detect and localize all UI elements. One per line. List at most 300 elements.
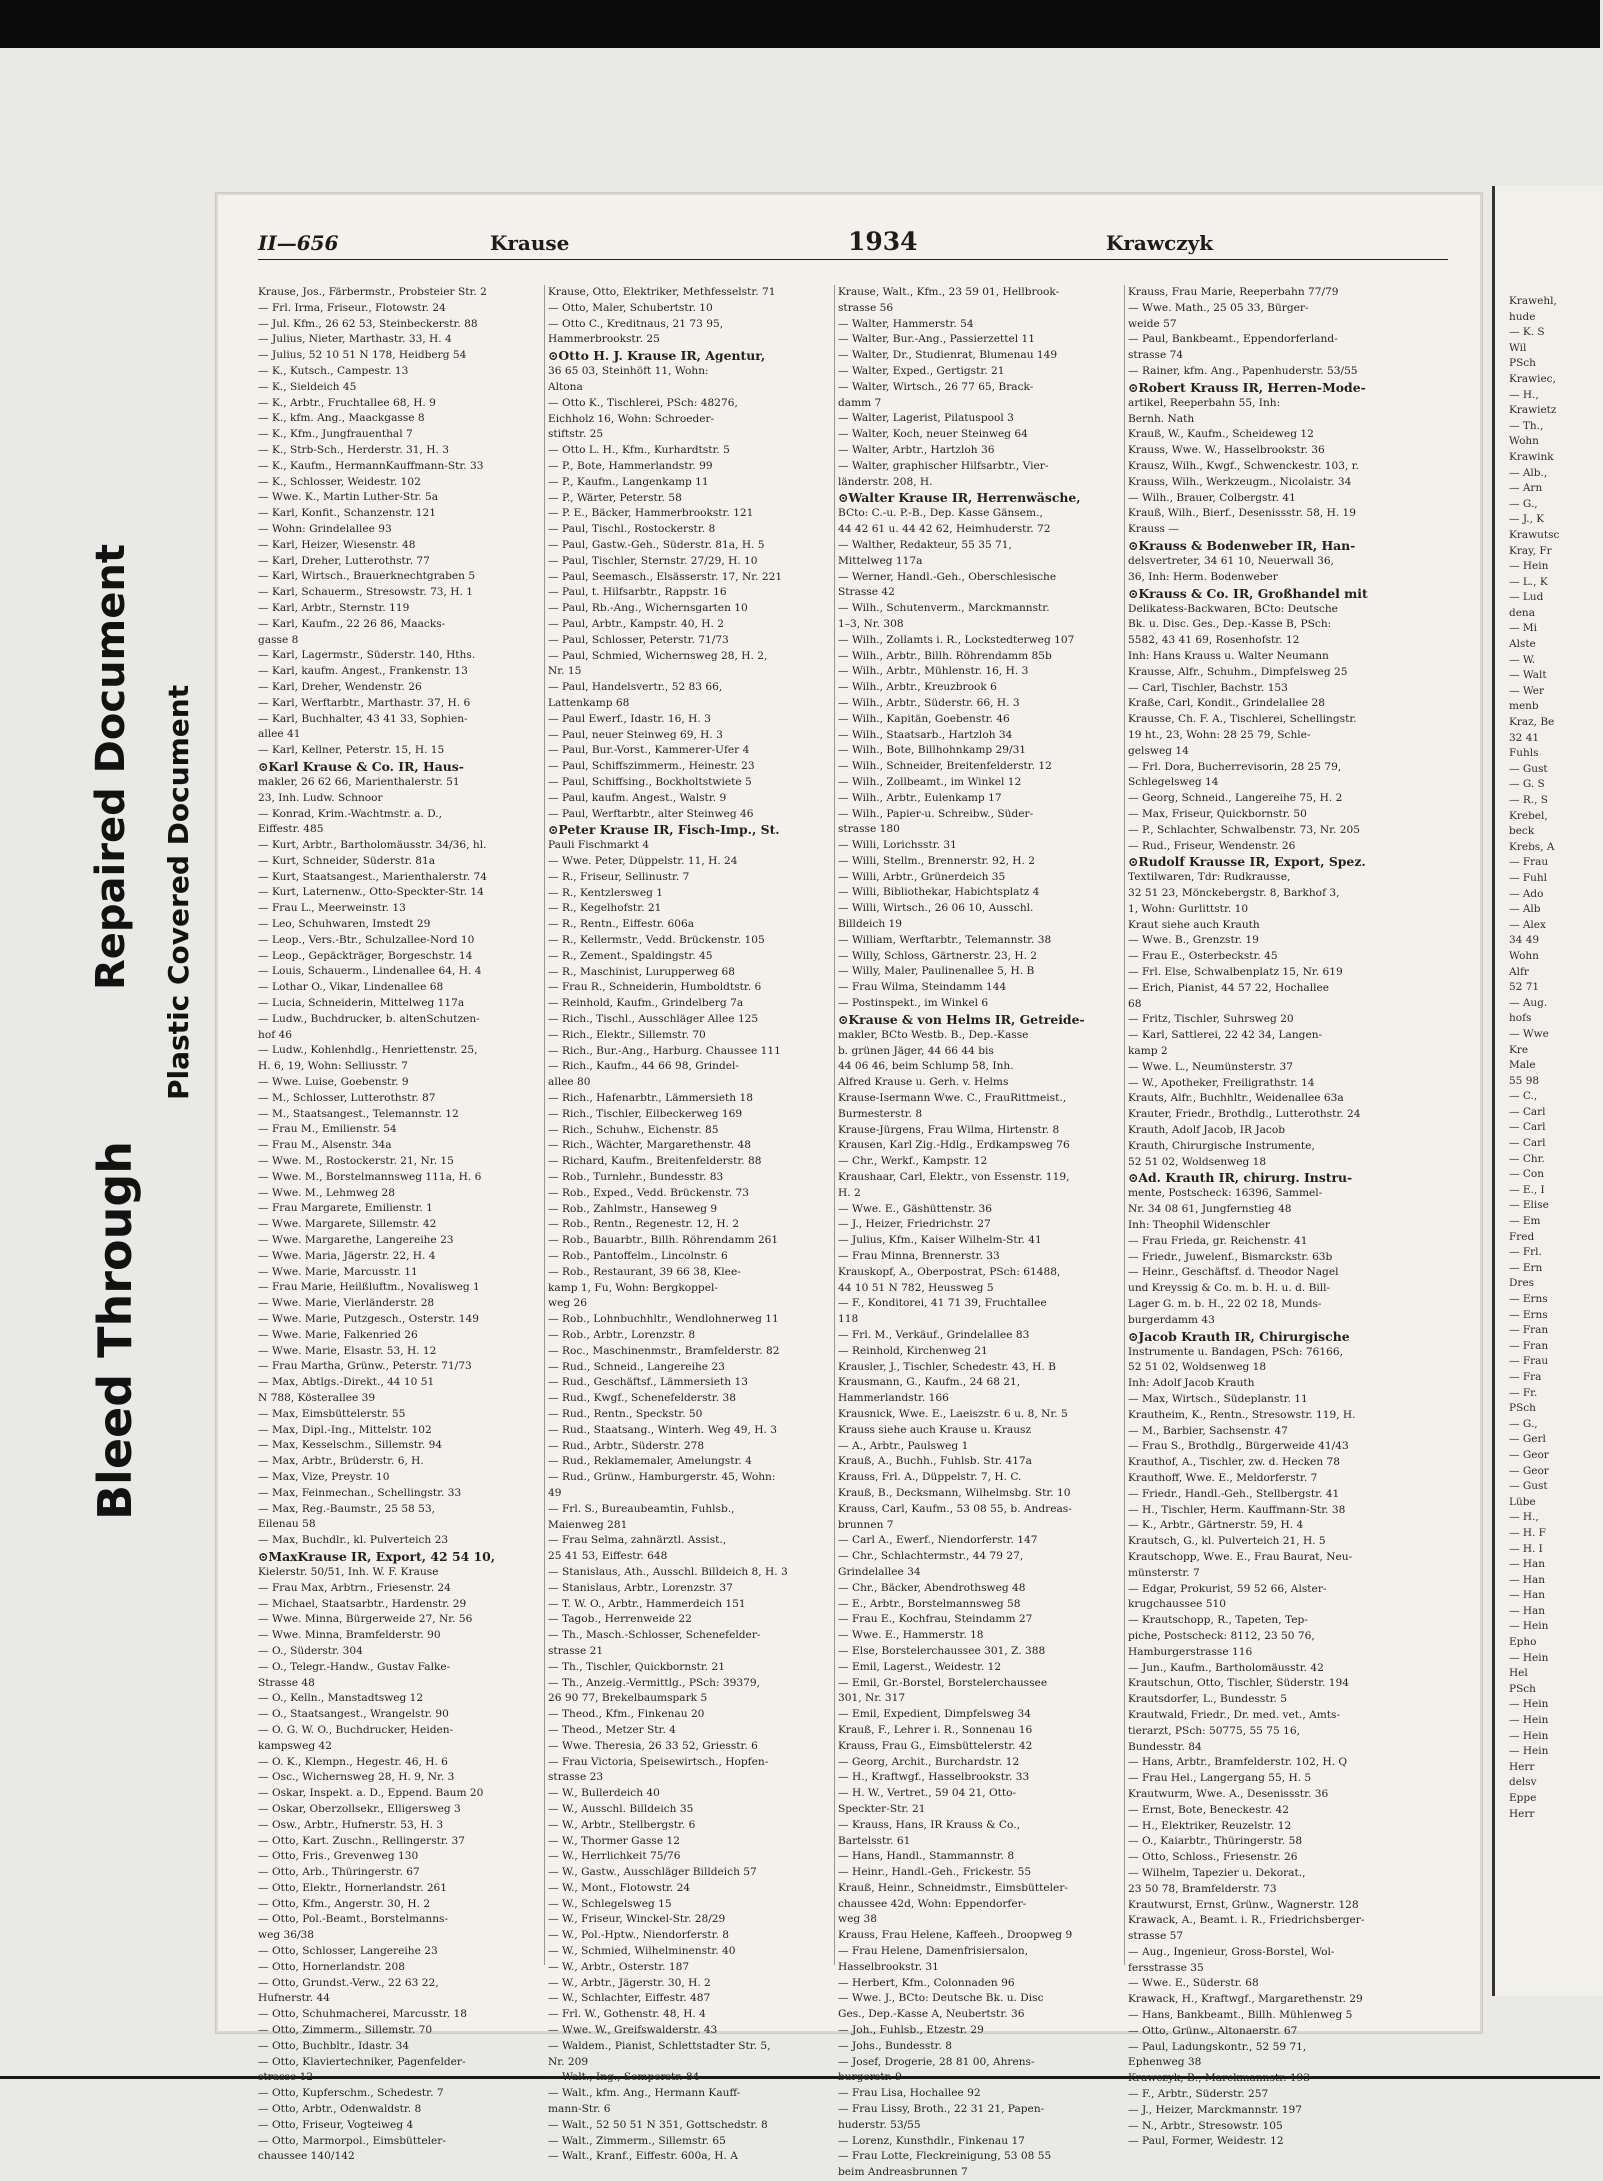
directory-entry: — Wilh., Arbtr., Eulenkamp 17 <box>838 791 1002 804</box>
directory-entry: strasse 57 <box>1128 1930 1184 1943</box>
directory-entry: — Kurt, Staatsangest., Marienthalerstr. 74 <box>258 870 487 883</box>
directory-entry: Krautsdorfer, L., Bundesstr. 5 <box>1128 1693 1287 1706</box>
directory-entry: — Frau Hel., Langergang 55, H. 5 <box>1128 1772 1312 1785</box>
directory-entry: Krauss, Wilh., Werkzeugm., Nicolaistr. 34 <box>1128 475 1352 488</box>
directory-entry: — Karl, Lagermstr., Süderstr. 140, Hths. <box>258 649 476 662</box>
directory-entry: artikel, Reeperbahn 55, Inh: <box>1128 396 1281 409</box>
directory-entry: — Walt., Kranf., Eiffestr. 600a, H. A <box>548 2150 738 2163</box>
directory-entry: — Leo, Schuhwaren, Imstedt 29 <box>258 918 431 931</box>
column-divider <box>834 285 835 1965</box>
adjacent-page-line: — Fuhl <box>1509 871 1548 884</box>
directory-entry: — W., Ausschl. Billdeich 35 <box>548 1802 694 1815</box>
adjacent-page-line: — Gerl <box>1509 1433 1546 1446</box>
directory-entry: 44 10 51 N 782, Heussweg 5 <box>838 1281 994 1294</box>
directory-entry: piche, Postscheck: 8112, 23 50 76, <box>1128 1629 1315 1642</box>
directory-entry: — Frl. Else, Schwalbenplatz 15, Nr. 619 <box>1128 966 1343 979</box>
directory-entry: — Krauss, Hans, IR Krauss & Co., <box>838 1818 1020 1831</box>
directory-entry: — Wwe. E., Gäshüttenstr. 36 <box>838 1202 993 1215</box>
directory-entry: — Wwe. B., Grenzstr. 19 <box>1128 934 1259 947</box>
directory-entry: — W., Herrlichkeit 75/76 <box>548 1850 681 1863</box>
directory-entry: — Edgar, Prokurist, 59 52 66, Alster- <box>1128 1582 1327 1595</box>
directory-entry: — Walter, Koch, neuer Steinweg 64 <box>838 428 1028 441</box>
directory-entry: — Otto, Fris., Grevenweg 130 <box>258 1850 419 1863</box>
adjacent-page-line: — Hein <box>1509 560 1549 573</box>
adjacent-page-line: — Ado <box>1509 887 1544 900</box>
directory-entry: 1, Wohn: Gurlittstr. 10 <box>1128 902 1249 915</box>
directory-entry: — Frau Margarete, Emilienstr. 1 <box>258 1202 433 1215</box>
directory-entry: Krausz, Wilh., Kwgf., Schwenckestr. 103, r. <box>1128 459 1360 472</box>
column-divider <box>544 285 545 1965</box>
adjacent-page-line: — W. <box>1509 653 1536 666</box>
directory-entry: — Ernst, Bote, Beneckestr. 42 <box>1128 1803 1290 1816</box>
adjacent-page-line: Wohn <box>1509 949 1539 962</box>
directory-entry: — Walter, Dr., Studienrat, Blumenau 149 <box>838 349 1058 362</box>
directory-entry: — Rich., Bur.-Ang., Harburg. Chaussee 111 <box>548 1044 781 1057</box>
directory-entry: — Karl, Werftarbtr., Marthastr. 37, H. 6 <box>258 696 471 709</box>
adjacent-page-line: — Mi <box>1509 622 1537 635</box>
adjacent-page-line: — R., S <box>1509 794 1548 806</box>
directory-ad-entry: ⊙ Ad. Krauth IR, chirurg. Instru- <box>1128 1170 1413 1186</box>
directory-entry: — Wwe. Theresia, 26 33 52, Griesstr. 6 <box>548 1739 758 1752</box>
adjacent-page-line: Krawink <box>1509 450 1554 463</box>
directory-entry: — Rud., Kwgf., Schenefelderstr. 38 <box>548 1392 736 1405</box>
adjacent-page-line: — G. S <box>1509 778 1545 791</box>
directory-entry: krugchaussee 510 <box>1128 1598 1226 1611</box>
adjacent-page-line: — H., <box>1509 1511 1539 1524</box>
adjacent-page-line: Alfr <box>1509 965 1529 978</box>
directory-entry: — Ludw., Kohlenhdlg., Henriettenstr. 25, <box>258 1044 478 1057</box>
directory-entry: — P., Bote, Hammerlandstr. 99 <box>548 459 713 472</box>
directory-entry: — Wwe. Math., 25 05 33, Bürger- <box>1128 301 1309 314</box>
directory-entry: — N., Arbtr., Stresowstr. 105 <box>1128 2119 1283 2132</box>
adjacent-page-line: — H. I <box>1509 1542 1543 1555</box>
directory-entry: — Walt., Ing., Semperstr. 84 <box>548 2071 700 2084</box>
directory-entry: — Karl, Sattlerei, 22 42 34, Langen- <box>1128 1029 1323 1042</box>
adjacent-page-line: — Fran <box>1509 1339 1549 1352</box>
directory-entry: Krauts, Alfr., Buchhltr., Weidenallee 63a <box>1128 1092 1344 1105</box>
directory-entry: — Otto, Schloss., Friesenstr. 26 <box>1128 1851 1298 1864</box>
adjacent-page-line: — Fra <box>1509 1370 1542 1383</box>
directory-entry: 25 41 53, Eiffestr. 648 <box>548 1550 668 1563</box>
adjacent-page-line: delsv <box>1509 1776 1537 1789</box>
directory-entry: — Paul, neuer Steinweg 69, H. 3 <box>548 728 723 741</box>
directory-entry: — Otto, Grünw., Altonaerstr. 67 <box>1128 2024 1298 2037</box>
directory-entry: — Rob., Restaurant, 39 66 38, Klee- <box>548 1265 741 1278</box>
directory-entry: — Rob., Arbtr., Lorenzstr. 8 <box>548 1329 696 1341</box>
directory-entry: — Ludw., Buchdrucker, b. altenSchutzen- <box>258 1012 480 1025</box>
adjacent-page-line: — Alb., <box>1509 466 1548 479</box>
directory-entry: — Frau E., Osterbeckstr. 45 <box>1128 950 1278 963</box>
directory-entry: Krautwald, Friedr., Dr. med. vet., Amts- <box>1128 1708 1341 1721</box>
directory-entry: Alfred Krause u. Gerh. v. Helms <box>838 1076 1009 1089</box>
directory-entry: strasse 74 <box>1128 349 1184 362</box>
adjacent-page-line: beck <box>1509 825 1535 838</box>
adjacent-page-line: — Hein <box>1509 1620 1549 1633</box>
directory-entry: weg 38 <box>838 1913 877 1926</box>
directory-entry: kamp 1, Fu, Wohn: Bergkoppel- <box>548 1281 718 1294</box>
directory-entry: Krautwurst, Ernst, Grünw., Wagnerstr. 128 <box>1128 1898 1359 1911</box>
directory-entry: — W., Schlegelsweg 15 <box>548 1897 672 1910</box>
adjacent-page-line: — Gust <box>1509 1480 1548 1493</box>
directory-entry: — M., Schlosser, Lutterothstr. 87 <box>258 1091 436 1104</box>
directory-entry: Krauskopf, A., Oberpostrat, PSch: 61488, <box>838 1265 1061 1278</box>
adjacent-page-line: — C., <box>1509 1090 1538 1103</box>
directory-entry: — Wwe. Minna, Bramfelderstr. 90 <box>258 1629 441 1642</box>
adjacent-page-line: Krawiec, <box>1509 372 1556 385</box>
directory-entry: weg 36/38 <box>258 1929 315 1942</box>
directory-entry: Eilenau 58 <box>258 1518 316 1531</box>
directory-entry: — Th., Masch.-Schlosser, Schenefelder- <box>548 1629 761 1642</box>
directory-entry: Krauth, Adolf Jacob, IR Jacob <box>1128 1124 1285 1137</box>
directory-entry: — Rich., Wächter, Margarethenstr. 48 <box>548 1139 752 1152</box>
adjacent-page-line: Dres <box>1509 1277 1535 1290</box>
directory-entry: — Wwe. L., Neumünsterstr. 37 <box>1128 1060 1293 1073</box>
directory-entry: — W., Arbtr., Osterstr. 187 <box>548 1960 690 1973</box>
adjacent-page-line: PSch <box>1509 357 1536 370</box>
directory-entry: — R., Kegelhofstr. 21 <box>548 902 662 915</box>
directory-entry: — Karl, Heizer, Wiesenstr. 48 <box>258 538 416 551</box>
directory-entry: 118 <box>838 1313 859 1326</box>
directory-entry: — Reinhold, Kirchenweg 21 <box>838 1344 988 1357</box>
directory-entry: Bundesstr. 84 <box>1128 1740 1202 1753</box>
directory-entry: Krauss, Frau Marie, Reeperbahn 77/79 <box>1128 286 1339 298</box>
directory-entry: Lattenkamp 68 <box>548 696 630 709</box>
directory-entry: damm 7 <box>838 396 882 409</box>
directory-entry: Krautsch, G., kl. Pulverteich 21, H. 5 <box>1128 1535 1326 1548</box>
directory-entry: — R., Kentzlersweg 1 <box>548 886 663 899</box>
directory-entry: Nr. 34 08 61, Jungfernstieg 48 <box>1128 1203 1292 1216</box>
directory-entry: — Georg, Schneid., Langereihe 75, H. 2 <box>1128 792 1343 805</box>
directory-entry: — Paul, Rb.-Ang., Wichernsgarten 10 <box>548 602 748 615</box>
directory-entry: — H., Elektriker, Reuzelstr. 12 <box>1128 1819 1292 1832</box>
directory-entry: — R., Kellermstr., Vedd. Brückenstr. 105 <box>548 934 765 947</box>
directory-entry: Inh: Hans Krauss u. Walter Neumann <box>1128 649 1329 662</box>
directory-entry: — Georg, Archit., Burchardstr. 12 <box>838 1755 1020 1768</box>
directory-entry: — W., Bullerdeich 40 <box>548 1787 660 1800</box>
directory-entry: — W., Arbtr., Stellbergstr. 6 <box>548 1818 696 1831</box>
directory-entry: Kraße, Carl, Kondit., Grindelallee 28 <box>1128 697 1325 710</box>
adjacent-page-line: — Han <box>1509 1604 1546 1617</box>
directory-entry: — W., Schlachter, Eiffestr. 487 <box>548 1992 711 2005</box>
directory-entry: Lager G. m. b. H., 22 02 18, Munds- <box>1128 1298 1322 1311</box>
directory-entry: — Frau Martha, Grünw., Peterstr. 71/73 <box>258 1360 472 1373</box>
directory-entry: — Wwe. Minna, Bürgerweide 27, Nr. 56 <box>258 1613 473 1626</box>
adjacent-page-line: — Wer <box>1509 684 1545 697</box>
directory-entry: — Frl. Dora, Bucherrevisorin, 28 25 79, <box>1128 760 1342 773</box>
directory-entry: — Max, Friseur, Quickbornstr. 50 <box>1128 807 1307 820</box>
adjacent-page-line: — Carl <box>1509 1105 1546 1118</box>
directory-entry: gelsweg 14 <box>1128 744 1189 757</box>
directory-entry: — Jun., Kaufm., Bartholomäusstr. 42 <box>1128 1661 1324 1674</box>
directory-entry: — Kurt, Laternenw., Otto-Speckter-Str. 14 <box>258 886 484 899</box>
directory-entry: — Chr., Werkf., Kampstr. 12 <box>838 1155 988 1168</box>
directory-entry: — P., Kaufm., Langenkamp 11 <box>548 475 709 488</box>
adjacent-page-line: Kraz, Be <box>1509 716 1555 729</box>
directory-entry: — Wilh., Zollbeamt., im Winkel 12 <box>838 775 1022 788</box>
directory-entry: — A., Arbtr., Paulsweg 1 <box>838 1439 969 1452</box>
directory-entry: allee 41 <box>258 728 301 741</box>
adjacent-page-line: — Fran <box>1509 1324 1549 1337</box>
directory-page <box>215 192 1483 2179</box>
directory-entry: — Rich., Hafenarbtr., Lämmersieth 18 <box>548 1092 753 1105</box>
directory-entry: Kielerstr. 50/51, Inh. W. F. Krause <box>258 1565 439 1578</box>
bleed-through-label: Bleed Through <box>88 1140 142 1520</box>
directory-entry: — K., Sieldeich 45 <box>258 380 357 393</box>
directory-entry: — Werner, Handl.-Geh., Oberschlesische <box>838 570 1057 583</box>
directory-entry: — Rud., Arbtr., Süderstr. 278 <box>548 1439 705 1452</box>
directory-entry: 52 51 02, Woldsenweg 18 <box>1128 1155 1267 1168</box>
directory-entry: — Wwe. Luise, Goebenstr. 9 <box>258 1076 409 1089</box>
directory-entry: — Otto, Schlosser, Langereihe 23 <box>258 1945 438 1958</box>
adjacent-page-line: — Elise <box>1509 1199 1549 1212</box>
directory-entry: — Rich., Elektr., Sillemstr. 70 <box>548 1028 706 1041</box>
directory-entry: Eichholz 16, Wohn: Schroeder- <box>548 412 715 425</box>
directory-entry: — P., Schlachter, Schwalbenstr. 73, Nr. 205 <box>1128 823 1361 836</box>
directory-entry: Ephenweg 38 <box>1128 2056 1202 2069</box>
directory-entry: — Max, Dipl.-Ing., Mittelstr. 102 <box>258 1423 432 1436</box>
directory-entry: — Frau S., Brothdlg., Bürgerweide 41/43 <box>1128 1440 1349 1453</box>
directory-entry: — Osw., Arbtr., Hufnerstr. 53, H. 3 <box>258 1818 444 1831</box>
directory-entry: Schlegelsweg 14 <box>1128 776 1219 789</box>
directory-ad-entry: ⊙ Krauss & Bodenweber IR, Han- <box>1128 538 1413 554</box>
adjacent-page-line: Lübe <box>1509 1495 1536 1508</box>
directory-entry: 301, Nr. 317 <box>838 1692 906 1705</box>
adjacent-page-line: — H. F <box>1509 1526 1546 1539</box>
directory-entry: — M., Staatsangest., Telemannstr. 12 <box>258 1107 459 1120</box>
directory-entry: — Wwe. Marie, Putzgesch., Osterstr. 149 <box>258 1313 479 1325</box>
directory-entry: 1–3, Nr. 308 <box>838 617 904 630</box>
directory-entry: — Rich., Tischl., Ausschläger Allee 125 <box>548 1013 759 1026</box>
directory-entry: — Wilh., Zollamts i. R., Lockstedterweg 107 <box>838 633 1075 646</box>
directory-entry: — Emil, Expedient, Dimpfelsweg 34 <box>838 1708 1031 1721</box>
directory-entry: — Wilh., Papier-u. Schreibw., Süder- <box>838 807 1034 820</box>
directory-entry: — Otto K., Tischlerei, PSch: 48276, <box>548 396 738 409</box>
directory-entry: Krause, Otto, Elektriker, Methfesselstr. 71 <box>548 286 776 298</box>
directory-entry: — W., Thormer Gasse 12 <box>548 1834 680 1847</box>
directory-entry: — Julius, Kfm., Kaiser Wilhelm-Str. 41 <box>838 1234 1042 1247</box>
directory-entry: — Rob., Rentn., Regenestr. 12, H. 2 <box>548 1218 740 1231</box>
directory-entry: — O., Kaiarbtr., Thüringerstr. 58 <box>1128 1835 1303 1848</box>
adjacent-page-line: — Alb <box>1509 903 1541 916</box>
plastic-covered-label: Plastic Covered Document <box>162 684 195 1100</box>
directory-entry: — Wilh., Arbtr., Kreuzbrook 6 <box>838 681 997 694</box>
directory-entry: — Otto, Grundst.-Verw., 22 63 22, <box>258 1976 439 1989</box>
directory-entry: — Rich., Kaufm., 44 66 98, Grindel- <box>548 1060 739 1073</box>
directory-entry: — Otto, Buchbltr., Idastr. 34 <box>258 2039 410 2052</box>
directory-entry: Delikatess-Backwaren, BCto: Deutsche <box>1128 602 1338 615</box>
directory-entry: allee 80 <box>548 1076 591 1089</box>
directory-entry: — Stanislaus, Ath., Ausschl. Billdeich 8, H. 3 <box>548 1565 788 1578</box>
directory-entry: — W., Friseur, Winckel-Str. 28/29 <box>548 1913 726 1926</box>
directory-entry: Inh: Theophil Widenschler <box>1128 1219 1270 1232</box>
adjacent-page-line: 34 49 <box>1509 934 1540 947</box>
directory-entry: — E., Arbtr., Borstelmannsweg 58 <box>838 1597 1021 1610</box>
directory-entry: — Frl. Irma, Friseur., Flotowstr. 24 <box>258 301 446 314</box>
header-year: 1934 <box>848 227 918 256</box>
directory-entry: Krause-Isermann Wwe. C., FrauRittmeist., <box>838 1092 1067 1105</box>
directory-ad-entry: ⊙ MaxKrause IR, Export, 42 54 10, <box>258 1549 543 1565</box>
directory-entry: stiftstr. 25 <box>548 428 604 441</box>
directory-entry: Inh: Adolf Jacob Krauth <box>1128 1377 1255 1390</box>
directory-entry: — Hans, Handl., Stammannstr. 8 <box>838 1850 1015 1863</box>
directory-entry: b. grünen Jäger, 44 66 44 bis <box>838 1044 994 1057</box>
directory-entry: Krautwurm, Wwe. A., Desenissstr. 36 <box>1128 1787 1329 1800</box>
directory-entry: — Frau Marie, Heilßluftm., Novalisweg 1 <box>258 1281 480 1294</box>
directory-entry: — Karl, Kellner, Peterstr. 15, H. 15 <box>258 744 445 757</box>
adjacent-page-line: — Wwe <box>1509 1027 1549 1040</box>
directory-entry: Krauss, Frau G., Eimsbüttelerstr. 42 <box>838 1739 1033 1752</box>
directory-entry: 52 51 02, Woldsenweg 18 <box>1128 1361 1267 1374</box>
directory-entry: — Wwe. K., Martin Luther-Str. 5a <box>258 491 439 504</box>
directory-entry: — Frl. M., Verkäuf., Grindelallee 83 <box>838 1329 1030 1341</box>
directory-entry: Hasselbrookstr. 31 <box>838 1960 939 1973</box>
directory-entry: — Wwe. M., Rostockerstr. 21, Nr. 15 <box>258 1155 454 1168</box>
adjacent-page-line: Hel <box>1509 1667 1528 1680</box>
directory-entry: Hammerbrookstr. 25 <box>548 333 660 346</box>
directory-entry: — F., Konditorei, 41 71 39, Fruchtallee <box>838 1297 1047 1310</box>
directory-entry: — M., Barbier, Sachsenstr. 47 <box>1128 1424 1288 1437</box>
directory-entry: Grindelallee 34 <box>838 1565 921 1578</box>
directory-entry: — Rud., Geschäftsf., Lämmersieth 13 <box>548 1376 748 1389</box>
adjacent-page-line: — Erns <box>1509 1293 1548 1305</box>
directory-entry: — Th., Tischler, Quickbornstr. 21 <box>548 1660 725 1673</box>
directory-entry: — Rich., Schuhw., Eichenstr. 85 <box>548 1123 719 1136</box>
directory-entry: — Walt., 52 50 51 N 351, Gottschedstr. 8 <box>548 2118 768 2131</box>
directory-entry: — W., Mont., Flotowstr. 24 <box>548 1881 691 1894</box>
adjacent-page-line: — Arn <box>1509 482 1543 495</box>
directory-entry: — R., Maschinist, Lurupperweg 68 <box>548 965 736 978</box>
directory-entry: — Walter, Wirtsch., 26 77 65, Brack- <box>838 380 1034 393</box>
adjacent-page-line: — Han <box>1509 1589 1546 1602</box>
directory-entry: — Emil, Gr.-Borstel, Borstelerchaussee <box>838 1676 1048 1689</box>
directory-entry: — Max, Reg.-Baumstr., 25 58 53, <box>258 1502 436 1515</box>
directory-ad-entry: ⊙ Krause & von Helms IR, Getreide- <box>838 1012 1123 1028</box>
directory-entry: — Max, Eimsbüttelerstr. 55 <box>258 1407 406 1420</box>
directory-entry: — Paul, Arbtr., Kampstr. 40, H. 2 <box>548 617 724 630</box>
directory-entry: — R., Friseur, Sellinustr. 7 <box>548 870 690 883</box>
adjacent-page-line: hude <box>1509 310 1536 323</box>
directory-entry: — Julius, Nieter, Marthastr. 33, H. 4 <box>258 333 452 346</box>
directory-ad-entry: ⊙ Otto H. J. Krause IR, Agentur, <box>548 348 833 364</box>
directory-entry: — Max, Arbtr., Brüderstr. 6, H. <box>258 1455 424 1468</box>
directory-entry: — Otto, Hornerlandstr. 208 <box>258 1960 405 1973</box>
adjacent-page-line: menb <box>1509 700 1539 713</box>
directory-entry: BCto: C.-u. P.-B., Dep. Kasse Gänsem., <box>838 507 1043 520</box>
adjacent-page-line: Wil <box>1509 341 1527 354</box>
directory-entry: — Wilh., Brauer, Colbergstr. 41 <box>1128 491 1296 504</box>
directory-entry: — Rob., Zahlmstr., Hanseweg 9 <box>548 1202 718 1215</box>
directory-entry: Krause, Jos., Färbermstr., Probsteier Str. 2 <box>258 286 487 298</box>
directory-entry: — Louis, Schauerm., Lindenallee 64, H. 4 <box>258 965 482 978</box>
directory-entry: — Frau L., Meerweinstr. 13 <box>258 902 406 915</box>
directory-entry: — P., Wärter, Peterstr. 58 <box>548 491 682 504</box>
directory-entry: Hamburgerstrasse 116 <box>1128 1645 1253 1658</box>
directory-entry: delsvertreter, 34 61 10, Neuerwall 36, <box>1128 554 1334 567</box>
directory-entry: — Willi, Arbtr., Grünerdeich 35 <box>838 870 1006 883</box>
directory-entry: Billdeich 19 <box>838 918 902 931</box>
directory-entry: Krauß, Heinr., Schneidmstr., Eimsbütteler- <box>838 1881 1068 1894</box>
directory-entry: — Rud., Reklamemaler, Amelungstr. 4 <box>548 1455 752 1468</box>
directory-entry: — K., Schlosser, Weidestr. 102 <box>258 475 421 488</box>
directory-entry: Maienweg 281 <box>548 1518 628 1531</box>
page-number: II—656 <box>258 231 339 255</box>
adjacent-page-line: PSch <box>1509 1682 1536 1695</box>
directory-entry: — Paul, Bur.-Vorst., Kammerer-Ufer 4 <box>548 744 750 757</box>
directory-entry: — Willy, Schloss, Gärtnerstr. 23, H. 2 <box>838 949 1038 962</box>
adjacent-page-line: Krawutsc <box>1509 528 1560 541</box>
directory-entry: — Karl, Wirtsch., Brauerknechtgraben 5 <box>258 570 476 583</box>
directory-entry: — Wilh., Bote, Billhohnkamp 29/31 <box>838 744 1027 757</box>
directory-entry: strasse 12 <box>258 2071 314 2084</box>
adjacent-page-line: — Frau <box>1509 1355 1549 1368</box>
directory-entry: — Wwe. M., Borstelmannsweg 111a, H. 6 <box>258 1170 482 1183</box>
directory-entry: fersstrasse 35 <box>1128 1961 1204 1974</box>
directory-entry: kampsweg 42 <box>258 1739 332 1752</box>
directory-entry: — Paul, Seemasch., Elsässerstr. 17, Nr. 221 <box>548 570 783 583</box>
adjacent-page-line: Epho <box>1509 1636 1537 1649</box>
directory-entry: Kraushaar, Carl, Elektr., von Essenstr. 119, <box>838 1171 1070 1184</box>
directory-entry: — H., Tischler, Herm. Kauffmann-Str. 38 <box>1128 1503 1346 1516</box>
directory-entry: — Willi, Lorichsstr. 31 <box>838 839 957 852</box>
adjacent-page-line: Herr <box>1509 1760 1535 1773</box>
directory-entry: — Kurt, Arbtr., Bartholomäusstr. 34/36, hl. <box>258 839 487 852</box>
directory-entry: — Jul. Kfm., 26 62 53, Steinbeckerstr. 88 <box>258 317 478 330</box>
directory-ad-entry: ⊙ Rudolf Krausse IR, Export, Spez. <box>1128 854 1413 870</box>
adjacent-page-line: — Hein <box>1509 1729 1549 1742</box>
directory-entry: — Oskar, Inspekt. a. D., Eppend. Baum 20 <box>258 1787 484 1800</box>
directory-entry: — Walther, Redakteur, 55 35 71, <box>838 538 1012 551</box>
adjacent-page-line: 32 41 <box>1509 731 1540 744</box>
directory-entry: — Kurt, Schneider, Süderstr. 81a <box>258 854 436 867</box>
directory-entry: Krauss — <box>1128 523 1179 536</box>
directory-ad-entry: ⊙ Krauss & Co. IR, Großhandel mit <box>1128 586 1413 602</box>
directory-entry: — Paul, Tischler, Sternstr. 27/29, H. 10 <box>548 554 758 567</box>
directory-entry: — K., Kfm., Jungfrauenthal 7 <box>258 428 413 441</box>
directory-entry: — Chr., Bäcker, Abendrothsweg 48 <box>838 1581 1026 1594</box>
directory-entry: — Chr., Schlachtermstr., 44 79 27, <box>838 1550 1024 1563</box>
directory-entry: H. 2 <box>838 1186 861 1199</box>
directory-entry: — Walter, Lagerist, Pilatuspool 3 <box>838 412 1014 425</box>
adjacent-page-line: Kray, Fr <box>1509 544 1552 557</box>
directory-entry: Bartelsstr. 61 <box>838 1834 911 1847</box>
directory-entry: — Wwe. M., Lehmweg 28 <box>258 1186 396 1199</box>
directory-entry: — K., Kaufm., HermannKauffmann-Str. 33 <box>258 459 484 472</box>
directory-entry: — Otto, Arb., Thüringerstr. 67 <box>258 1866 420 1879</box>
directory-entry: — Wilh., Arbtr., Süderstr. 66, H. 3 <box>838 696 1020 709</box>
directory-entry: — Heinr., Handl.-Geh., Frickestr. 55 <box>838 1866 1032 1879</box>
directory-entry: — Frau E., Kochfrau, Steindamm 27 <box>838 1613 1033 1626</box>
directory-entry: — Walter, Bur.-Ang., Passierzettel 11 <box>838 333 1036 346</box>
directory-entry: — Theod., Kfm., Finkenau 20 <box>548 1708 705 1721</box>
directory-entry: — Karl, Arbtr., Sternstr. 119 <box>258 601 410 614</box>
directory-entry: Strasse 48 <box>258 1676 315 1689</box>
directory-entry: und Kreyssig & Co. m. b. H. u. d. Bill- <box>1128 1282 1331 1295</box>
directory-entry: H. 6, 19, Wohn: Selliusstr. 7 <box>258 1060 408 1073</box>
directory-entry: — Walter, Arbtr., Hartzloh 36 <box>838 443 995 456</box>
directory-entry: — Wwe. J., BCto: Deutsche Bk. u. Disc <box>838 1992 1044 2005</box>
directory-entry: — Else, Borstelerchaussee 301, Z. 388 <box>838 1644 1046 1657</box>
directory-entry: Krausler, J., Tischler, Schedestr. 43, H. B <box>838 1360 1056 1373</box>
directory-entry: — Rob., Exped., Vedd. Brückenstr. 73 <box>548 1186 750 1199</box>
directory-entry: — Rud., Friseur, Wendenstr. 26 <box>1128 839 1296 852</box>
directory-entry: — Rud., Grünw., Hamburgerstr. 45, Wohn: <box>548 1471 776 1484</box>
directory-entry: — T. W. O., Arbtr., Hammerdeich 151 <box>548 1597 746 1610</box>
directory-entry: — Rud., Staatsang., Winterh. Weg 49, H. 3 <box>548 1423 777 1436</box>
directory-entry: Krausnick, Wwe. E., Laeiszstr. 6 u. 8, Nr. 5 <box>838 1407 1068 1420</box>
directory-entry: — Otto, Zimmerm., Sillemstr. 70 <box>258 2024 433 2037</box>
directory-entry: strasse 56 <box>838 301 894 314</box>
directory-entry: münsterstr. 7 <box>1128 1566 1200 1579</box>
